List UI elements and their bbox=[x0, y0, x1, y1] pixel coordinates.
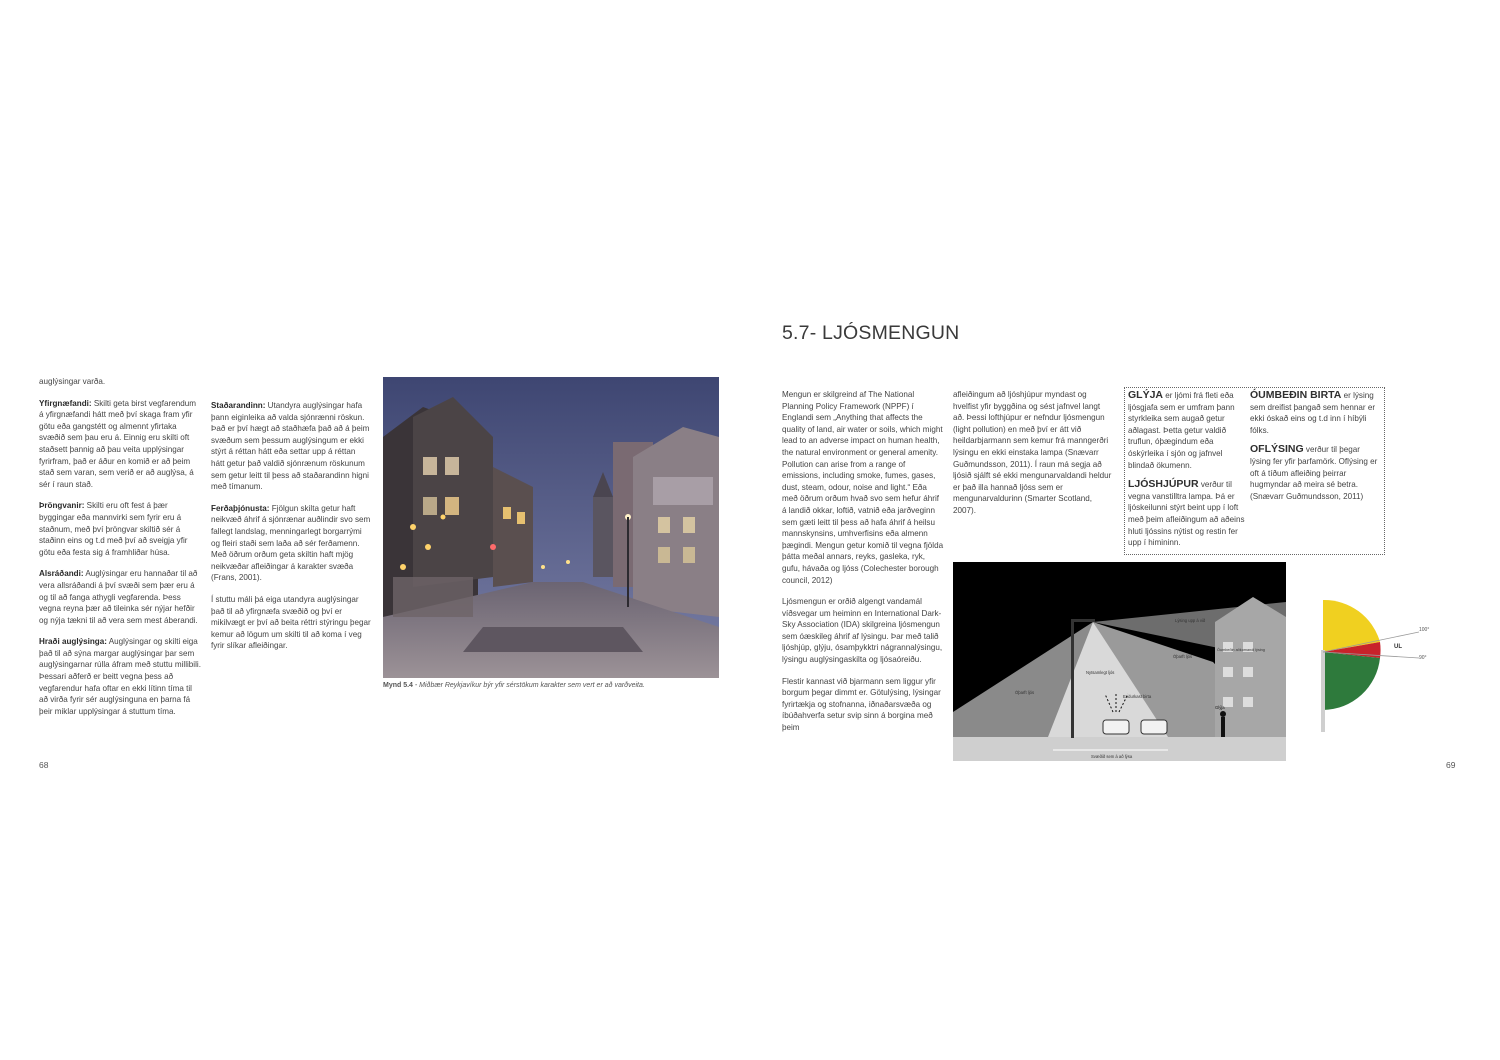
building-window bbox=[1243, 667, 1253, 677]
definition-ljoshjupur: LJÓSHJÚPUR verður til vegna vanstilltra lampa. Þá er ljóskeilunni stýrt beint upp í loft með þeim afleiðingum að aðeins hluti ljóssins nýtist og restin fer upp í himininn. bbox=[1128, 478, 1245, 548]
lamp-pole bbox=[1321, 650, 1325, 732]
label-upward: Lýsing upp á við bbox=[1175, 618, 1206, 623]
street-photo bbox=[383, 377, 719, 678]
paragraph-stadarandinn: Staðarandinn: Utandyra auglýsingar hafa þann eiginleika að valda sjónrænni röskun. Það er því hægt að staðhæfa það að á þeim svæðum sem þessum auglýsingum er ekki stýrt á réttan hátt eða settar upp á réttan hátt getur það valdið sjónrænum röskunum sem getur leitt til þess að staðarandinn higni með tímanum. bbox=[211, 401, 370, 492]
definitions-box bbox=[1124, 387, 1385, 555]
paragraph-ferdathjonusta: Ferðaþjónusta: Fjölgun skilta getur haft neikvæð áhrif á sjónrænar auðlindir svo sem fallegt landslag, menningarlegt borgarrými og fleiri staði sem laða að sér ferðamenn. Með öðrum orðum geta skiltin haft mjög neikvæðar afleiðingar á karakter svæða (Frans, 2001). bbox=[211, 503, 371, 583]
paragraph-ljoshjupur: afleiðingum að ljóshjúpur myndast og hvelfist yfir byggðina og sést jafnvel langt að. Þessi lofthjúpur er nefndur ljósmengun (light pollution) en með því er átt við heildarbjarmann sem kemur frá manngerðri lýsingu en ekki einstaka lampa (Snævarr Guðmundsson, 2011). Í raun má segja að ljósið sjálft sé ekki mengunarvaldandi heldur er það illa hannað ljóss sem er mengunarvaldurinn (Smarter Scotland, 2007). bbox=[953, 390, 1112, 515]
definition-oumbedin: ÓUMBEÐIN BIRTA er lýsing sem dreifist þangað sem hennar er ekki óskað eins og t.d inn í híbýli fólks. bbox=[1250, 389, 1376, 435]
label-trespass: Óumbeðin aðkomandi lýsing bbox=[1217, 648, 1265, 652]
definition-glyja: GLÝJA er ljómi frá fleti eða ljósgjafa sem er umfram þann styrkleika sem augað getur aðlagast. Þetta getur valdið truflun, óþægindum eða óskýrleika í sjón og jafnvel blindað ökumenn. bbox=[1128, 389, 1235, 470]
label-ul: UL bbox=[1394, 644, 1402, 650]
label-glare: Glýja bbox=[1215, 705, 1225, 710]
lamp-angle-chart bbox=[1295, 590, 1445, 740]
definition-oflysing: OFLÝSING verður til þegar lýsing fer yfir þarfamörk. Oflýsing er oft á tíðum afleiðing þeirrar hugmyndar að meira sé betra. (Snævarr Guðmundsson, 2011) bbox=[1250, 443, 1378, 501]
right-column-2 bbox=[953, 389, 1113, 527]
paragraph-hradi: Hraði auglýsinga: Auglýsingar og skilti eiga það til að sýna margar auglýsingar þar sem auglýsingarnar rúlla áfram með stuttu millibili. Þessari aðferð er beitt vegna þess að vegfarendur hafa oftar en ekki lítinn tíma til að virða fyrir sér auglýsinguna en þarna fá þeir miklar upplýsingar á stuttum tíma. bbox=[39, 637, 201, 716]
building-window bbox=[1243, 697, 1253, 707]
definitions-col-1 bbox=[1128, 390, 1246, 549]
paragraph-ida: Ljósmengun er orðið algengt vandamál víðsvegar um heiminn en International Dark-Sky Association (IDA) skilgreina ljósmengun sem óæskileg áhrif af lýsingu. Þar með talið ljóshjúp, glýju, ósamþykktri nágrannalýsingu, lýsingu auglýsingaskilta og ljósaóreiðu. bbox=[782, 597, 943, 665]
building-window bbox=[1223, 667, 1233, 677]
downward-light-sector bbox=[1323, 652, 1380, 710]
page-number-right: 69 bbox=[1446, 760, 1456, 770]
car-left bbox=[1103, 720, 1129, 734]
definitions-col-2 bbox=[1250, 390, 1382, 502]
lead-text: auglýsingar varða. bbox=[39, 377, 106, 386]
lamp-pole bbox=[1071, 620, 1074, 738]
label-90-degrees: 90° bbox=[1419, 655, 1427, 661]
page-number-left: 68 bbox=[39, 760, 49, 770]
photo-caption: Mynd 5.4 - Miðbær Reykjavíkur býr yfir sérstökum karakter sem vert er að varðveita. bbox=[383, 682, 645, 689]
label-reflection: Endurkast birta bbox=[1123, 694, 1152, 699]
paragraph-yfirgnaefandi: Yfirgnæfandi: Skilti geta birst vegfarendum á yfirgnæfandi hátt með því skaga fram yfir götu eða gangstétt og almennt yfirtaka svæðið sem þau eru á. Einnig eru skilti oft staðsett þannig að þau veita upplýsingar fyrirfram, það er áður en komið er að þeim stað sem varan, sem verið er að auglýsa, á sér í raun stað. bbox=[39, 398, 196, 489]
light-pollution-diagram bbox=[953, 562, 1286, 761]
left-column-1 bbox=[39, 376, 201, 727]
label-100-degrees: 100° bbox=[1419, 627, 1430, 633]
right-column-1 bbox=[782, 389, 944, 744]
label-useful: Nytsamlegt ljós bbox=[1086, 670, 1115, 675]
person-head bbox=[1220, 711, 1226, 717]
paragraph-throngvanir: Þröngvanir: Skilti eru oft fest á þær byggingar eða mannvirki sem fyrir eru á staðnum, með því þröngvar skiltið sér á staðinn eins og t.d með því að sveigja yfir götu eða festa sig á framhliðar húsa. bbox=[39, 501, 188, 557]
section-title: 5.7- LJÓSMENGUN bbox=[782, 322, 960, 344]
label-wasted-right: Óþarft ljós bbox=[1173, 654, 1193, 659]
person-body bbox=[1221, 717, 1225, 737]
paragraph-conclusion: Í stuttu máli þá eiga utandyra auglýsingar það til að yfirgnæfa svæðið og því er mikilvægt er því að beita réttri stýringu þegar kemur að lögum um skilti til að koma í veg fyrir slíkar afleiðingar. bbox=[211, 594, 371, 651]
car-right bbox=[1141, 720, 1167, 734]
paragraph-alsradandi: Alsráðandi: Auglýsingar eru hannaðar til að vera allsráðandi á því svæði sem þær eru á og til að fanga athygli vegfarenda. Þess vegna reyna þær að tileinka sér nýjar hefðir og nýja tækni til að vera sem mest áberandi. bbox=[39, 569, 198, 625]
paragraph-bjarmi: Flestir kannast við bjarmann sem liggur yfir borgum þegar dimmt er. Götulýsing, lýsingar fyrirtækja og stofnanna, iðnaðarsvæða og íbúðahverfa setur svip sinn á borgina með þeim bbox=[782, 676, 941, 733]
label-target-area: Svæðið sem á að lýsa bbox=[1091, 754, 1133, 759]
paragraph-pollution-definition: Mengun er skilgreind af The National Planning Policy Framework (NPPF) í Englandi sem „Anything that affects the quality of land, air water or soils, which might lead to an adverse impact on human health, the natural environment or general amenity. Pollution can arise from a range of emissions, including smoke, fumes, gases, dust, steam, odour, noise and light.“ Eða með öðrum orðum hvað svo sem hefur áhrif á landið okkar, loftið, vatnið eða jarðveginn sem gæti leitt til þess að hafa áhrif á heilsu mannskynsins, umhverfisins eða almenn þægindi. Mengun getur komið til vegna fjölda þátta meðal annars, reyks, gasleka, ryk, gufu, hávaða og ljóss (Colechester borough council, 2012) bbox=[782, 390, 944, 585]
left-column-2 bbox=[211, 400, 371, 662]
label-wasted-left: Óþarft ljós bbox=[1015, 690, 1035, 695]
lamp-arm bbox=[1071, 619, 1095, 622]
